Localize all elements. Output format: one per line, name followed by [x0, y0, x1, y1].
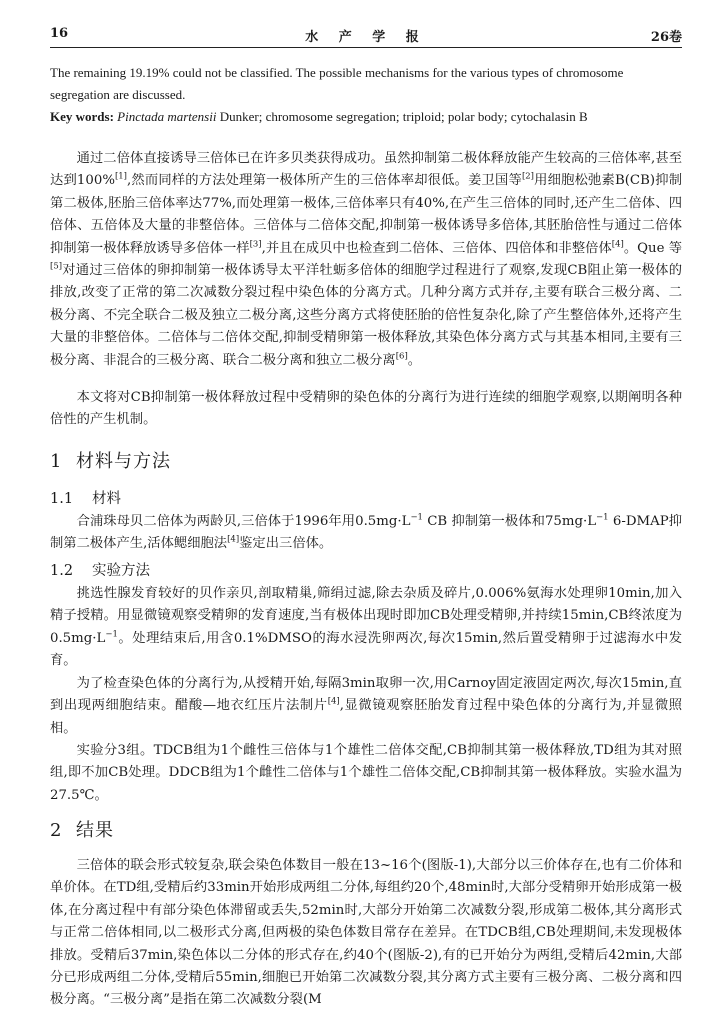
subsection-1-2-heading: 1.2 实验方法 — [50, 563, 150, 579]
materials-paragraph: 合浦珠母贝二倍体为两龄贝,三倍体于1996年用$0.5mg\cdot L^{-1}$ CB 抑制第一极体和$75mg\cdot L^{-1}$ 6-DMAP抑制第二极体产生,活体鳃细胞法[4]鉴定出三倍体。 — [50, 512, 682, 552]
citation: [3] — [249, 239, 262, 250]
citation: [1] — [114, 171, 127, 182]
section-1-heading: 1 材料与方法 — [50, 451, 171, 472]
citation: [4] — [611, 239, 624, 250]
keywords — [50, 106, 682, 128]
citation: [5] — [50, 261, 63, 272]
header-rule — [50, 47, 682, 48]
methods-paragraph-3: 实验分3组。TDCB组为1个雌性三倍体与1个雄性二倍体交配,CB抑制其第一极体释放,TD组为其对照组,即不加CB处理。DDCB组为1个雌性二倍体与1个雄性二倍体交配,CB抑制其第一极体释放。实验水温为27.5℃。 — [50, 743, 682, 803]
volume-label: 26卷 — [650, 30, 682, 45]
citation: [2] — [521, 171, 534, 182]
keywords-label: Key words: — [50, 109, 114, 124]
subsection-1-1-heading: 1.1 材料 — [50, 491, 121, 507]
citation: [4] — [327, 696, 340, 707]
methods-paragraph-2: 为了检查染色体的分离行为,从授精开始,每隔3min取卵一次,用Carnoy固定液固定两次,每次15min,直到出现两细胞结束。醋酸—地衣红压片法制片[4],显微镜观察胚胎发育过程中染色体的分离行为,并显微照相。 — [50, 676, 682, 736]
abstract-tail — [50, 62, 682, 128]
citation: [6] — [395, 351, 408, 362]
intro-paragraph-2: 本文将对CB抑制第一极体释放过程中受精卵的染色体的分离行为进行连续的细胞学观察,以期阐明各种倍性的产生机制。 — [50, 390, 682, 428]
results-paragraph-1: 三倍体的联会形式较复杂,联会染色体数目一般在13~16个(图版-1),大部分以三价体存在,也有二价体和单价体。在TD组,受精后约33min开始形成两组二分体,每组约20个,48min时,大部分受精卵开始形成第一极体,在分离过程中有部分染色体滞留或丢失,52min时,大部分开始第二次减数分裂,形成第二极体,其分离形式与正常二倍体相同,以二极形式分离,但两极的染色体数目常存在差异。在TDCB组,CB处理期间,未发现极体排放。受精后37min,染色体以二分体的形式存在,约40个(图版-2),有的已开始分为两组,受精后42min,大部分已形成两组二分体,受精后55min,细胞已开始第二次减数分裂,其分离方式主要有三极分离、二极分离和四极分离。“三极分离”是指在第二次减数分裂(M — [50, 858, 682, 1008]
journal-title: 水 产 学 报 — [305, 30, 427, 45]
section-2-heading: 2 结果 — [50, 820, 114, 841]
methods-paragraph-1: 挑选性腺发育较好的贝作亲贝,剖取精巢,筛绢过滤,除去杂质及碎片,0.006%氨海水处理卵10min,加入精子授精。用显微镜观察受精卵的发育速度,当有极体出现时即加CB处理受精卵,并持续15min,CB终浓度为$0.5mg\cdot L^{-1}$。处理结束后,用含0.1%DMSO的海水浸洗卵两次,每次15min,然后置受精卵于过滤海水中发育。 — [50, 586, 682, 669]
abstract-text: The remaining 19.19% could not be classified. The possible mechanisms for the various types of chromosome segregation are discussed. — [50, 65, 624, 102]
running-header — [50, 26, 682, 46]
keywords-rest: Dunker; chromosome segregation; triploid; polar body; cytochalasin B — [216, 109, 588, 124]
keywords-species: Pinctada martensii — [117, 109, 217, 124]
page-number: 16 — [50, 26, 69, 41]
intro-paragraph-1: 通过二倍体直接诱导三倍体已在许多贝类获得成功。虽然抑制第二极体释放能产生较高的三倍体率,甚至达到100%[1],然而同样的方法处理第一极体所产生的三倍体率却很低。姜卫国等[2]用细胞松弛素B(CB)抑制第二极体,胚胎三倍体率达77%,而处理第一极体,三倍体率只有40%,在产生三倍体的同时,还产生二倍体、四倍体、五倍体及大量的非整倍体。三倍体与二倍体交配,抑制第一极体诱导多倍体,其胚胎倍性与通过二倍体抑制第一极体释放诱导多倍体一样[3],并且在成贝中也检查到二倍体、三倍体、四倍体和非整倍体[4]。Que 等[5]对通过三倍体的卵抑制第一极体诱导太平洋牡蛎多倍体的细胞学过程进行了观察,发现CB阻止第一极体的排放,改变了正常的第二次减数分裂过程中染色体的分离方式。几种分离方式并存,主要有联合三极分离、二极分离、不完全联合二极及独立二极分离,这些分离方式将使胚胎的倍性复杂化,除了产生整倍体外,还将产生大量的非整倍体。二倍体与二倍体交配,抑制受精卵第一极体释放,其染色体分离方式与其基本相同,主要有三极分离、非混合的三极分离、联合二极分离和独立二极分离[6]。 — [50, 151, 683, 368]
citation: [4] — [227, 534, 240, 545]
